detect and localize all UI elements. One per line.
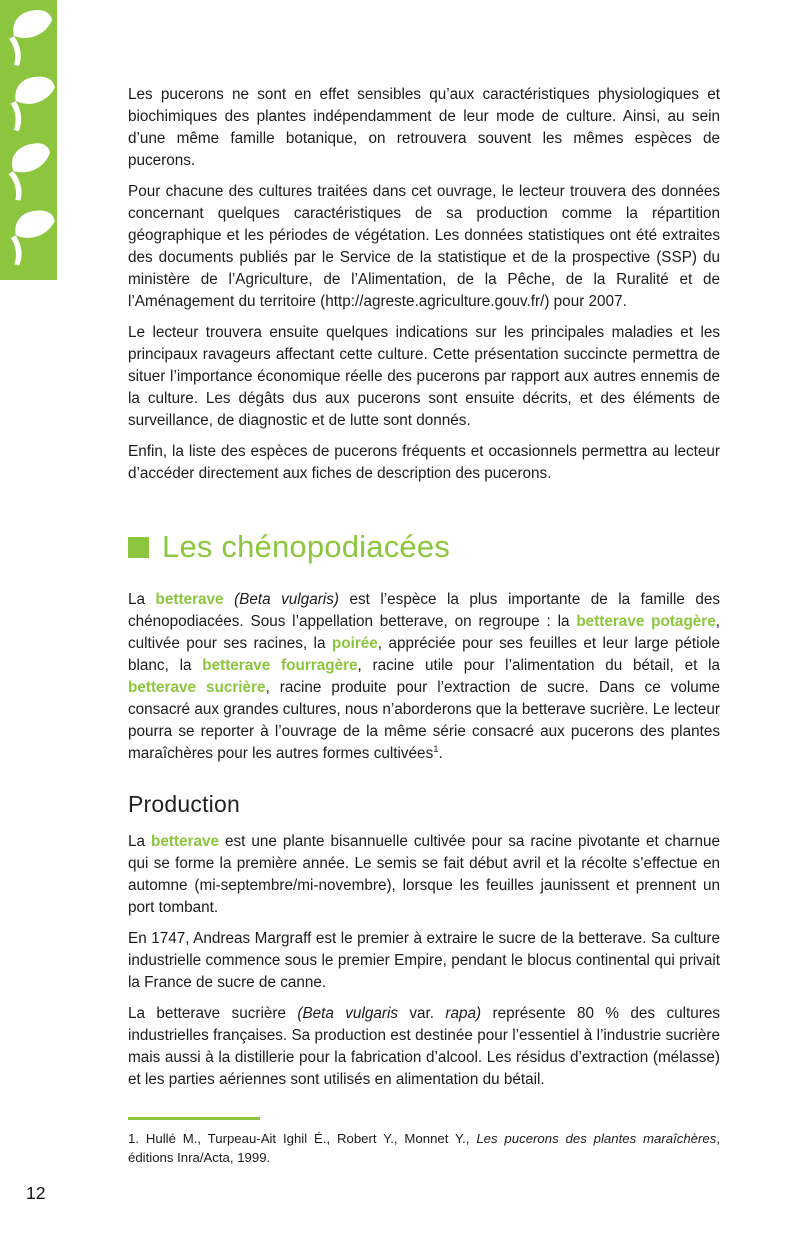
intro-paragraph-1: Les pucerons ne sont en effet sensibles qu’aux caractéristiques physiologiques et biochimiques des plantes indépendamment de leur mode de culture. Ainsi, au sein d’une même famille botanique, on retrouvera souvent les mêmes espèces de pucerons. (128, 86, 720, 169)
intro-paragraph-3: Le lecteur trouvera ensuite quelques indications sur les principales maladies et les principaux ravageurs affectant cette culture. Cette présentation succincte permettra de situer l’importance économique réelle des pucerons par rapport aux autres ennemis de la culture. Les dégâts dus aux pucerons sont ensuite décrits, et des éléments de surveillance, de diagnostic et de lutte sont donnés. (128, 324, 720, 429)
page-number: 12 (26, 1183, 46, 1203)
section-title-text: Les chénopodiacées (162, 529, 450, 564)
page-content (128, 84, 720, 1167)
intro-paragraph-2: Pour chacune des cultures traitées dans cet ouvrage, le lecteur trouvera des données concernant quelques caractéristiques de sa production comme la répartition géographique et les périodes de végétation. Les données statistiques ont été extraites des documents publiés par le Service de la statistique et de la prospective (SSP) du ministère de l’Agriculture, de l’Alimentation, de la Pêche, de la Ruralité et de l’Aménagement du territoire (http://agreste.agriculture.gouv.fr/) pour 2007. (128, 183, 720, 310)
footnote-text: 1. Hullé M., Turpeau-Ait Ighil É., Robert Y., Monnet Y., Les pucerons des plantes maraîchères, éditions Inra/Acta, 1999. (128, 1131, 720, 1165)
leaf-band-graphic (0, 0, 57, 280)
footnote-block (128, 1117, 720, 1167)
leaf-decoration-band (0, 0, 57, 280)
production-heading: Production (128, 791, 240, 817)
footnote-rule (128, 1117, 260, 1120)
square-bullet-icon (128, 537, 149, 558)
production-paragraph-1: La betterave est une plante bisannuelle cultivée pour sa racine pivotante et charnue qui se forme la première année. Le semis se fait début avril et la récolte s’effectue en automne (mi-septembre/mi-novembre), lorsque les feuilles jaunissent et prennent un port tombant. (128, 833, 720, 916)
green-band (0, 0, 57, 280)
section-lead-paragraph: La betterave (Beta vulgaris) est l’espèce la plus importante de la famille des chénopodiacées. Sous l’appellation betterave, on regroupe : la betterave potagère, cultivée pour ses racines, la poirée, appréciée pour ses feuilles et leur large pétiole blanc, la betterave fourragère, racine utile pour l’alimentation du bétail, et la betterave sucrière, racine produite pour l’extraction de sucre. Dans ce volume consacré aux grandes cultures, nous n’aborderons que la betterave sucrière. Le lecteur pourra se reporter à l’ouvrage de la même série consacré aux pucerons des plantes maraîchères pour les autres formes cultivées$^1$. (128, 591, 721, 762)
intro-paragraph-4: Enfin, la liste des espèces de pucerons fréquents et occasionnels permettra au lecteur d’accéder directement aux fiches de description des pucerons. (128, 443, 720, 482)
production-paragraph-3: La betterave sucrière (Beta vulgaris var. rapa) représente 80 % des cultures industrielles françaises. Sa production est destinée pour l’essentiel à l’industrie sucrière mais aussi à la distillerie pour la fabrication d’alcool. Les résidus d’extraction (mélasse) et les parties aériennes sont utilisés en alimentation du bétail. (128, 1005, 721, 1088)
production-paragraph-2: En 1747, Andreas Margraff est le premier à extraire le sucre de la betterave. Sa culture industrielle commence sous le premier Empire, pendant le blocus continental qui privait la France de sucre de canne. (128, 930, 720, 991)
section-heading (128, 529, 720, 565)
